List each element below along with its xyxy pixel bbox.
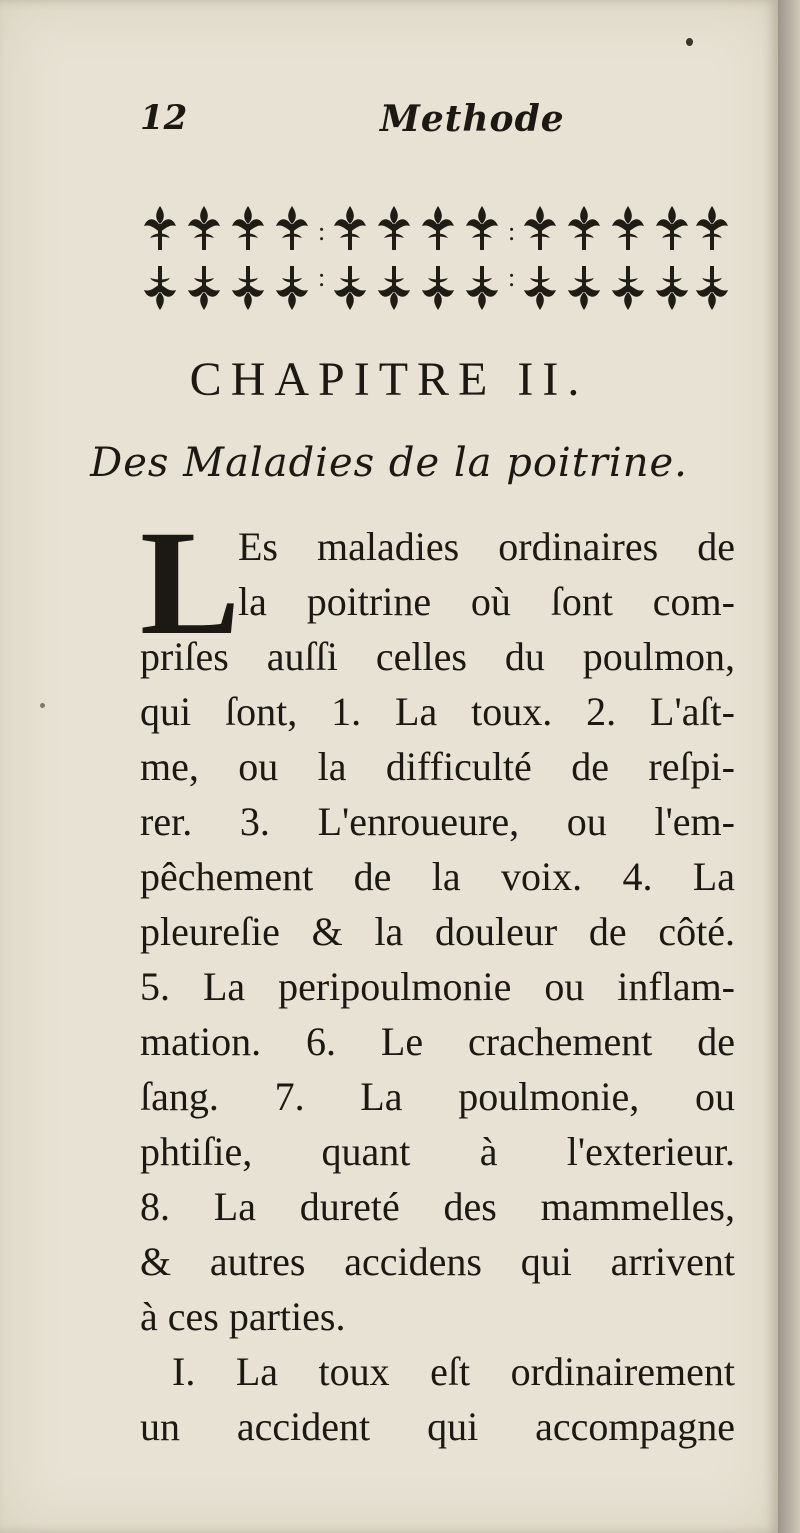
drop-cap: L [140,500,241,666]
ink-speck [40,703,45,708]
running-head [0,98,778,148]
text-line: me, ou la difficulté de reſpi- [140,744,735,789]
chapter-subtitle: Des Maladies de la poitrine. [90,440,688,486]
text-line: priſes auſſi celles du poulmon, [140,634,735,679]
fleuron-ornament-band [140,200,732,318]
chapter-title: CHAPITRE II. [189,353,589,406]
svg-text::: : [318,217,326,246]
text-line: ſang. 7. La poulmonie, ou [140,1074,735,1119]
text-line: mation. 6. Le crachement de [140,1019,735,1064]
running-title: Methode [380,98,565,140]
text-line: qui ſont, 1. La toux. 2. L'aſt- [140,689,735,734]
text-line: I. La toux eſt ordinairement [172,1349,735,1394]
svg-text::: : [508,217,516,246]
svg-text::: : [318,263,326,292]
page-number: 12 [140,98,188,138]
ink-speck [686,38,693,46]
text-line: & autres accidens qui arrivent [140,1239,735,1284]
text-line: phtiſie, quant à l'exterieur. [140,1129,735,1174]
text-line: pêchement de la voix. 4. La [140,854,735,899]
text-line: à ces parties. [140,1294,346,1339]
text-line: Es maladies ordinaires de [238,524,735,569]
text-line: la poitrine où ſont com- [238,579,735,624]
text-line: un accident qui accompagne [140,1404,735,1449]
text-line: rer. 3. L'enroueure, ou l'em- [140,799,735,844]
text-line: 5. La peripoulmonie ou inflam- [140,964,735,1009]
text-line: pleureſie & la douleur de côté. [140,909,735,954]
svg-text::: : [508,263,516,292]
text-line: 8. La dureté des mammelles, [140,1184,735,1229]
page-gutter [778,0,800,1533]
